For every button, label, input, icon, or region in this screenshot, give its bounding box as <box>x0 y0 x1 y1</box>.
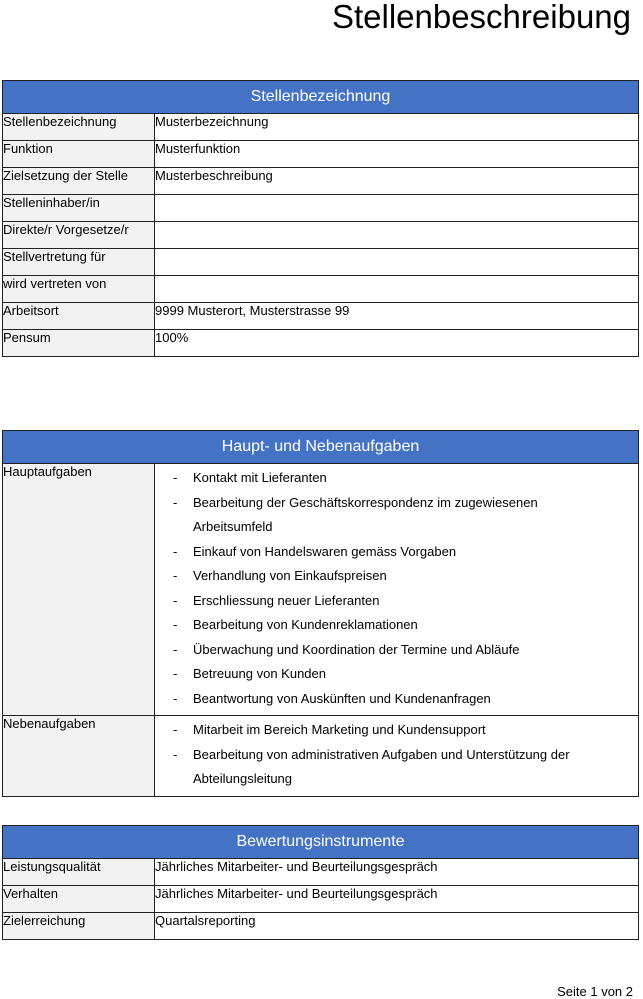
row-label: Stellvertretung für <box>3 249 155 276</box>
table-row <box>3 716 639 797</box>
list-item: - Mitarbeit im Bereich Marketing und Kundensupport <box>155 718 638 743</box>
row-label: Zielsetzung der Stelle <box>3 168 155 195</box>
row-label: Hauptaufgaben <box>3 464 155 716</box>
row-value <box>155 716 639 797</box>
dash-marker: - <box>173 690 178 706</box>
dash-marker: - <box>173 494 178 510</box>
table-row <box>3 114 639 141</box>
table-row <box>3 330 639 357</box>
list-item: - Bearbeitung von administrativen Aufgaben und Unterstützung der Abteilungsleitung <box>155 743 638 792</box>
table-row <box>3 249 639 276</box>
list-item: - Überwachung und Koordination der Termine und Abläufe <box>155 638 638 663</box>
page-title: Stellenbeschreibung <box>331 0 631 35</box>
row-value: Jährliches Mitarbeiter- und Beurteilungsgespräch <box>155 859 639 886</box>
dash-marker: - <box>173 746 178 762</box>
page-number: Seite 1 von 2 <box>557 984 633 999</box>
row-value: Musterfunktion <box>155 141 639 168</box>
list-item: - Kontakt mit Lieferanten <box>155 466 638 491</box>
table-row <box>3 859 639 886</box>
row-value: Jährliches Mitarbeiter- und Beurteilungsgespräch <box>155 886 639 913</box>
section-stellenbezeichnung-table <box>2 80 639 357</box>
list-item: - Verhandlung von Einkaufspreisen <box>155 564 638 589</box>
dash-marker: - <box>173 641 178 657</box>
dash-marker: - <box>173 568 178 583</box>
row-label: Pensum <box>3 330 155 357</box>
row-value: 9999 Musterort, Musterstrasse 99 <box>155 303 639 330</box>
row-label: Zielerreichung <box>3 913 155 940</box>
table-row <box>3 464 639 716</box>
table-row <box>3 303 639 330</box>
list-item: - Beantwortung von Auskünften und Kundenanfragen <box>155 687 638 712</box>
dash-marker: - <box>173 722 178 737</box>
section-bewertung-table <box>2 825 639 940</box>
section-header: Stellenbezeichnung <box>3 81 639 114</box>
dash-marker: - <box>173 543 178 559</box>
dash-marker: - <box>173 617 178 632</box>
dash-marker: - <box>173 592 178 608</box>
row-value: Musterbezeichnung <box>155 114 639 141</box>
section-header: Haupt- und Nebenaufgaben <box>3 431 639 464</box>
list-item: - Erschliessung neuer Lieferanten <box>155 589 638 614</box>
row-value <box>155 195 639 222</box>
table-row <box>3 168 639 195</box>
row-label: Arbeitsort <box>3 303 155 330</box>
table-row <box>3 913 639 940</box>
row-value <box>155 222 639 249</box>
row-label: Direkte/r Vorgesetze/r <box>3 222 155 249</box>
main-task-list <box>155 464 638 715</box>
dash-marker: - <box>173 666 178 681</box>
list-item: - Betreuung von Kunden <box>155 662 638 687</box>
list-item: - Einkauf von Handelswaren gemäss Vorgaben <box>155 540 638 565</box>
section-aufgaben-table <box>2 430 639 797</box>
row-value <box>155 464 639 716</box>
table-row <box>3 141 639 168</box>
row-value <box>155 276 639 303</box>
side-task-list <box>155 716 638 796</box>
row-value: Quartalsreporting <box>155 913 639 940</box>
row-label: wird vertreten von <box>3 276 155 303</box>
row-label: Nebenaufgaben <box>3 716 155 797</box>
table-row <box>3 886 639 913</box>
row-value <box>155 249 639 276</box>
row-label: Stelleninhaber/in <box>3 195 155 222</box>
row-value: Musterbeschreibung <box>155 168 639 195</box>
row-label: Stellenbezeichnung <box>3 114 155 141</box>
table-row <box>3 276 639 303</box>
table-row <box>3 222 639 249</box>
section-header: Bewertungsinstrumente <box>3 826 639 859</box>
row-label: Verhalten <box>3 886 155 913</box>
dash-marker: - <box>173 470 178 485</box>
row-label: Funktion <box>3 141 155 168</box>
table-row <box>3 195 639 222</box>
list-item: - Bearbeitung von Kundenreklamationen <box>155 613 638 638</box>
list-item: - Bearbeitung der Geschäftskorrespondenz im zugewiesenen Arbeitsumfeld <box>155 491 638 540</box>
row-label: Leistungsqualität <box>3 859 155 886</box>
row-value: 100% <box>155 330 639 357</box>
